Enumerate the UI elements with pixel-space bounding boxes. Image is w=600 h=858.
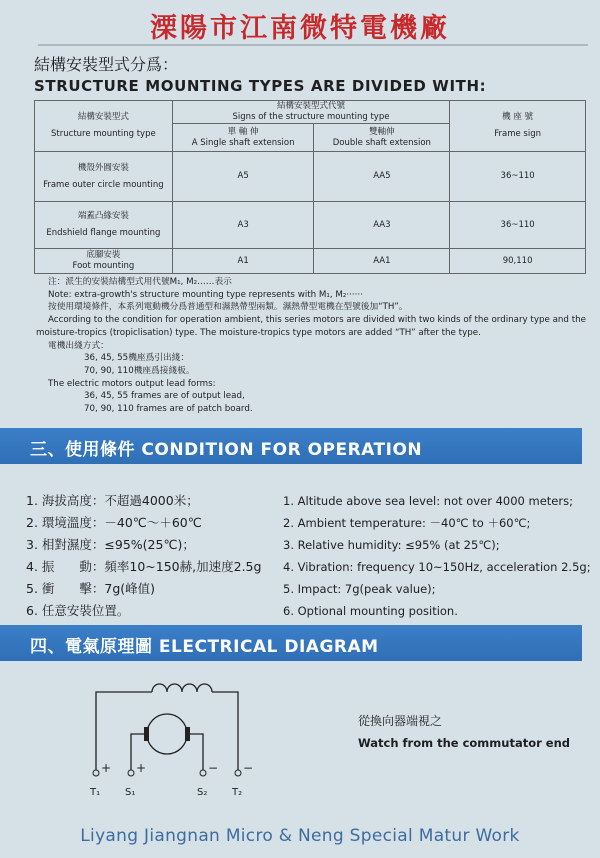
note-line: moisture-tropics (tropiclisation) type. The moisture-tropics type motors are added “TH” after the type.	[36, 327, 481, 338]
row-double-sign: AA5	[314, 152, 450, 202]
row-frame-sign: 36~110	[450, 152, 586, 202]
header-signs-en: Signs of the structure mounting type	[232, 112, 390, 122]
condition-item-cn: 5. 衝 擊：7g(峰值)	[26, 581, 156, 596]
note-line: 電機出綫方式：	[48, 340, 109, 351]
header-cell-double	[314, 124, 450, 152]
header-frame-cn: 機 座 號	[502, 112, 534, 122]
terminal-t1-label: T₁	[90, 787, 101, 798]
armature-icon	[147, 714, 187, 754]
header-double-cn: 雙軸伸	[369, 126, 395, 137]
mounting-notes	[36, 276, 590, 416]
row-mounting-cell	[35, 152, 173, 202]
terminal-s1-label: S₁	[125, 787, 136, 798]
note-line: 注：派生的安裝結構型式用代號M₁, M₂……表示	[48, 277, 232, 287]
brush-left-icon	[144, 727, 149, 741]
row-mounting-en: Frame outer circle mounting	[43, 179, 164, 190]
mounting-types-table	[34, 100, 586, 274]
header-cell-signs	[172, 101, 449, 124]
header-signs-cn: 結構安裝型式代號	[276, 101, 345, 111]
condition-item-cn: 2. 環境溫度：－40℃～＋60℃	[26, 515, 202, 530]
condition-item-en: 6. Optional mounting position.	[283, 604, 458, 618]
note-line: 36, 45, 55機座爲引出綫：	[84, 353, 190, 364]
terminal-t1-sign: +	[101, 761, 112, 775]
table-row	[35, 152, 586, 202]
header-frame-en: Frame sign	[494, 129, 541, 139]
condition-item-cn: 3. 相對濕度：≤95%(25℃)；	[26, 537, 195, 552]
note-line: 按使用環境條件，本系列電動機分爲普通型和濕熱帶型兩類。濕熱帶型電機在型號後加“TH”。	[48, 302, 408, 313]
header-mounting-type-en: Structure mounting type	[51, 129, 156, 139]
conditions-list-cn	[26, 490, 261, 622]
condition-item-en: 4. Vibration: frequency 10~150Hz, acceleration 2.5g;	[283, 560, 591, 574]
condition-section-banner	[0, 428, 582, 464]
note-line: The electric motors output lead forms:	[48, 378, 216, 389]
header-double-en: Double shaft extension	[332, 137, 431, 148]
row-mounting-cn: 底腳安裝	[86, 250, 121, 260]
terminal-s2-label: S₂	[197, 787, 208, 798]
field-winding	[96, 692, 238, 770]
row-frame-sign: 36~110	[450, 202, 586, 249]
condition-item-en: 1. Altitude above sea level: not over 4000 meters;	[283, 494, 573, 508]
condition-item-cn: 6. 任意安裝位置。	[26, 603, 130, 618]
diagram-section-title: 四、電氣原理圖 ELECTRICAL DIAGRAM	[30, 637, 379, 657]
electrical-diagram	[82, 672, 262, 802]
condition-item-cn: 4. 振 動：頻率10~150赫,加速度2.5g	[26, 559, 262, 574]
row-frame-sign: 90,110	[450, 249, 586, 274]
footer-company-name: Liyang Jiangnan Micro & Neng Special Matur Work	[80, 826, 520, 846]
diagram-caption-en: Watch from the commutator end	[358, 736, 571, 750]
diagram-caption-cn: 從換向器端視之	[358, 714, 443, 728]
terminal-t2-label: T₂	[232, 787, 243, 798]
note-line: 70, 90, 110機座爲接綫板。	[84, 365, 195, 376]
condition-item-en: 2. Ambient temperature: －40℃ to ＋60℃;	[283, 516, 531, 530]
row-single-sign: A5	[172, 152, 314, 202]
row-mounting-cell	[35, 249, 173, 274]
row-mounting-cell	[35, 202, 173, 249]
terminal-t1-icon	[93, 770, 99, 776]
terminal-s2-icon	[200, 770, 206, 776]
table-row	[35, 202, 586, 249]
field-coil-icon	[152, 684, 212, 692]
company-title: 溧陽市江南微特電機廠	[150, 13, 450, 44]
header-mounting-type-cn: 結構安裝型式	[77, 112, 129, 122]
terminal-s2-sign: −	[208, 761, 219, 775]
section1-title-en: STRUCTURE MOUNTING TYPES ARE DIVIDED WITH:	[34, 77, 487, 95]
header-divider	[38, 44, 588, 46]
condition-item-en: 5. Impact: 7g(peak value);	[283, 582, 436, 596]
condition-item-cn: 1. 海拔高度：不超過4000米；	[26, 493, 199, 508]
row-double-sign: AA3	[314, 202, 450, 249]
row-mounting-en: Endshield flange mounting	[46, 228, 161, 238]
header-cell-mounting-type	[35, 101, 173, 152]
diagram-section-banner	[0, 625, 582, 661]
section1-title-cn: 結構安裝型式分爲：	[34, 55, 179, 74]
condition-section-title: 三、使用條件 CONDITION FOR OPERATION	[30, 440, 423, 460]
terminal-s1-icon	[128, 770, 134, 776]
terminal-t2-icon	[235, 770, 241, 776]
row-single-sign: A3	[172, 202, 314, 249]
note-line: According to the condition for operation ambient, this series motors are divided with two kinds of the ordinary type and the	[48, 315, 586, 326]
note-line: 70, 90, 110 frames are of patch board.	[84, 404, 253, 415]
brush-right-icon	[185, 727, 190, 741]
row-mounting-en: Foot mounting	[72, 261, 135, 271]
table-row	[35, 249, 586, 274]
row-mounting-cn: 機殼外圓安裝	[77, 162, 129, 173]
row-single-sign: A1	[172, 249, 314, 274]
header-cell-frame	[450, 101, 586, 152]
condition-item-en: 3. Relative humidity: ≤95% (at 25℃);	[283, 538, 500, 552]
conditions-list-en	[283, 490, 591, 622]
terminal-s1-sign: +	[136, 761, 147, 775]
terminal-t2-sign: −	[243, 761, 254, 775]
row-mounting-cn: 端蓋凸緣安裝	[77, 211, 129, 221]
header-single-cn: 單 軸 伸	[227, 126, 259, 137]
row-double-sign: AA1	[314, 249, 450, 274]
note-line: 36, 45, 55 frames are of output lead,	[84, 391, 245, 402]
header-cell-single	[172, 124, 314, 152]
header-single-en: A Single shaft extension	[191, 137, 295, 148]
note-line: Note: extra-growth's structure mounting type represents with M₁, M₂······	[48, 289, 363, 300]
